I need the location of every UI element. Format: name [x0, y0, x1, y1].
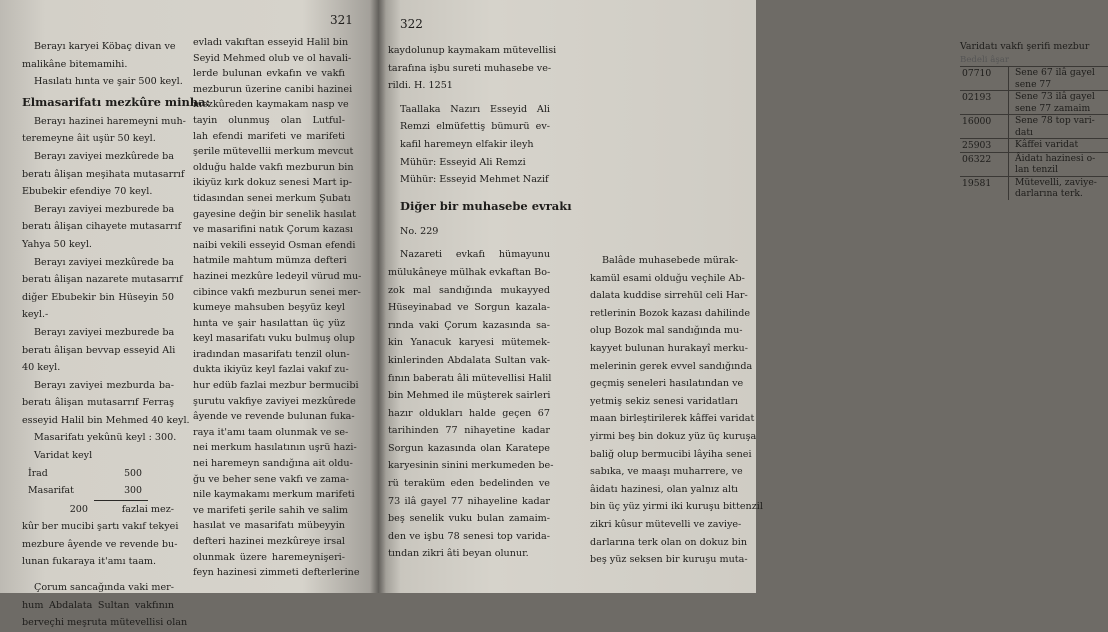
table-cell: [1009, 177, 1108, 200]
table-row: [960, 152, 1108, 176]
text-line: darlarına terk olan on dokuz bin: [590, 536, 748, 548]
text-line: defteri hazinei mezkûreye irsal: [193, 536, 345, 547]
text-line: kafil haremeyn elfakir ileyh: [400, 138, 534, 150]
text-line: beratı âlişan bevvap esseyid Ali: [22, 344, 176, 356]
text-line: esseyid Halil bin Mehmed 40 keyl.: [22, 414, 190, 426]
text-line: Remzi elmüfettiş bümurü ev-: [400, 121, 550, 133]
text-line: hasılat ve masarifatı mübeyyin: [193, 520, 345, 532]
text-line: lunan fukaraya it'amı taam.: [22, 556, 157, 568]
text-line: feyn hazinesi zimmeti defterlerine: [193, 567, 360, 579]
paragraph: [22, 377, 190, 430]
text-line: geçmiş seneleri hasılatından ve: [590, 378, 744, 390]
text-line: Ebubekir efendiye 70 keyl.: [22, 186, 153, 198]
right-column-2: [590, 252, 763, 569]
table-cell: [1009, 115, 1108, 138]
section-heading: Diğer bir muhasebe evrakı: [400, 198, 572, 213]
table-cell: [1009, 67, 1108, 90]
table-cell: [1009, 139, 1108, 152]
text-line: tayin olunmuş olan Lutful-: [193, 114, 345, 126]
right-column-1: [388, 42, 572, 563]
text-line: Sorgun kazasında olan Karatepe: [388, 442, 550, 454]
text-line: Taallaka Nazırı Esseyid Ali: [400, 103, 550, 115]
table-row: [22, 465, 148, 483]
table-row: [960, 90, 1108, 114]
budget-header: Varidat keyl: [34, 450, 93, 462]
text-line: yetmiş sekiz senesi varidatları: [590, 395, 738, 407]
text-line: ve marifeti şerile sahih ve salim: [193, 504, 349, 516]
paragraph: [22, 254, 183, 324]
text-line: olup Bozok mal sandığında mu-: [590, 325, 743, 337]
text-line: kayyet bulunan hurakayî merku-: [590, 342, 748, 354]
text-line: Berayı zaviyei mezburede ba: [34, 203, 175, 215]
text-line: fının baberatı âli mütevellisi Halil: [388, 372, 552, 384]
table-row: [960, 114, 1108, 138]
text-line: fazlai mez-: [121, 503, 174, 515]
text-line: naibi vekili esseyid Osman efendi: [193, 239, 356, 251]
text-line: Berayı hazinei haremeyni̇ muh-: [34, 115, 186, 127]
text-line: Balâde muhasebede mü̇rak-: [602, 255, 738, 266]
text-line: malikâne bitemamihi.: [22, 58, 128, 70]
text-line: hum Abdalata Sultan vakfının: [22, 599, 174, 611]
text-line: rında vaki Çorum kazasında sa-: [388, 319, 550, 331]
paragraph: [22, 113, 186, 148]
table-cell-line: Mütevelli, zaviye-: [1015, 176, 1097, 188]
text-line: lerde bulunan evkafın ve vakfı: [193, 68, 345, 80]
text-line: kamül esami olduğu veçhile Ab-: [590, 272, 745, 284]
text-line: lah efendi marifeti ve marifeti: [193, 130, 345, 142]
table-row: [960, 138, 1108, 152]
text-line: Çorum sancağında vaki mer-: [34, 582, 174, 594]
text-line: Berayı zaviyei mezburda ba-: [34, 379, 174, 391]
text-line: cibince vakfı mezburun senei mer-: [193, 286, 361, 298]
body-text: [388, 246, 554, 563]
table-cell: 300: [94, 482, 148, 500]
text-line: tından zikri âti beyan olunur.: [388, 548, 529, 560]
text-line: ikiyüz kırk dokuz senesi Mart ip-: [193, 177, 352, 189]
text-line: mülukâneye mülhak evkaftan Bo-: [388, 266, 551, 278]
text-line: beş yüz seksen bir kuruşu muta-: [590, 554, 748, 566]
table-cell: 07710: [960, 67, 1009, 90]
table-row: [22, 482, 148, 500]
text-line: âidatı hazinesi, olan yalnız altı: [590, 483, 738, 495]
table-rows: [960, 66, 1108, 200]
text-line: tarafına işbu sureti muhasebe ve-: [388, 62, 552, 74]
text-line: sabıka, ve maaşı muharrere, ve: [590, 466, 743, 478]
revenue-table: [960, 40, 1108, 200]
table-cell: 19581: [960, 177, 1009, 200]
text-line: zok mal sandığında mukayyed: [388, 284, 550, 296]
text-line: teremeyne âit uşür 50 keyl.: [22, 133, 156, 145]
table-cell-line: Âidatı hazinesi o-: [1015, 152, 1096, 164]
text-line: olunmak üzere haremeyni̇şeri-: [193, 551, 345, 563]
text-line: hazinei mezkûre ledeyil vürud mu-: [193, 270, 362, 282]
text-line: mezkûreden kaymakam nasp ve: [193, 99, 349, 111]
book-gutter: [370, 0, 386, 593]
text-line: Berayı zaviyei mezburede ba: [34, 326, 175, 338]
text-line: mezburun üzerine canibi hazinei: [193, 83, 353, 95]
table-cell: 500: [124, 467, 142, 479]
text-line: berveçhi meşruta mütevellisi olan: [22, 617, 188, 629]
page-number: 321: [330, 13, 353, 27]
text-line: gayesine değin bir senelik hasılat: [193, 208, 356, 220]
text-line: bin üç yüz yirmi iki kuruşu bittenzil: [590, 501, 763, 513]
text-line: evladı vakıftan esseyid Halil bin: [193, 37, 349, 48]
text-line: nile kaymakamı merkum marifeti: [193, 489, 355, 501]
text-line: beratı âlişan meşihata mutasarrıf: [22, 168, 185, 180]
table-cell: 02193: [960, 91, 1009, 114]
table-cell-line: Kâffei varidat: [1015, 139, 1079, 150]
table-cell: 06322: [960, 153, 1009, 176]
text-line: Yahya 50 keyl.: [22, 238, 92, 250]
page-number: 322: [400, 17, 423, 31]
text-line: rü teraküm eden bedelinden ve: [388, 478, 550, 490]
remainder-row: [22, 501, 174, 519]
text-line: kumeye mahsuben beşyüz keyl: [193, 302, 345, 314]
paragraph: [22, 324, 174, 377]
text-line: Berayı karyei Köbaç divan ve: [34, 41, 176, 52]
text-line: hur edüb fazlai mezbur bermucibi: [193, 380, 359, 392]
text-line: ve masarifini natık Çorum kazası: [193, 224, 353, 236]
text-line: kin Yanacuk karyesi mütemek-: [388, 337, 550, 349]
left-page: [0, 0, 378, 629]
text-line: diğer Ebubekir bin Hüseyin 50: [22, 291, 174, 303]
text-line: 73 ilâ gayel 77 nihayeline kadar: [388, 495, 550, 507]
text-line: şurutu vakfiye zaviyei mezkûrede: [193, 395, 356, 407]
document-number: No. 229: [400, 225, 439, 237]
table-cell: [1009, 91, 1108, 114]
text-line: Berayı zaviyei mezkûrede ba: [34, 150, 174, 162]
text-line: kaydolunup kaymakam mütevellisi: [388, 45, 557, 56]
table-cell-line: Sene 67 ilâ gayel: [1015, 67, 1095, 78]
table-title: Varidatı vakfı şerifi mezbur: [960, 41, 1090, 52]
text-line: âyende ve revende bulunan fuka-: [193, 411, 355, 423]
text-line: rildi. H. 1251: [388, 80, 453, 92]
text-line: karyesinin sinini merkumeden be-: [388, 460, 554, 472]
table-row: [960, 66, 1108, 90]
text-line: kûr ber mucibi şartı vakıf tekyei: [22, 521, 179, 533]
table-cell-line: Sene 73 ilâ gayel: [1015, 91, 1095, 102]
table-cell-line: darlarına terk.: [1015, 188, 1083, 199]
table-cell-line: lan tenzil: [1015, 164, 1059, 175]
text-line: keyl.-: [22, 309, 49, 321]
text-line: şerile mütevellii merkum mevcut: [193, 146, 354, 158]
right-page: [378, 0, 1097, 593]
text-line: kinlerinden Abdalata Sultan vak-: [388, 354, 550, 366]
text-line: zikri kûsur mütevelli ve zaviye-: [590, 518, 742, 530]
table-cell: 25903: [960, 139, 1009, 152]
text-line: bin Mehmed ile müşterek sairleri: [388, 390, 551, 402]
table-row: [960, 176, 1108, 200]
text-line: yirmi beş bin dokuz yüz üç kuruşa: [590, 430, 757, 442]
text-line: nei merkum hasılatının uşrü hazi-: [193, 442, 357, 454]
text-line: hatmile mahtum mümza defteri: [193, 255, 347, 267]
section-heading: Elmasarifatı mezkûre minha:: [22, 94, 210, 109]
remaining-amount: 200: [69, 503, 88, 515]
text-line: nei haremeyn sandığına ait oldu-: [193, 458, 353, 470]
text-line: Hasılatı hınta ve şair 500 keyl.: [34, 76, 183, 88]
text-line: beratı âlişan mutasarrıf Ferraş: [22, 397, 174, 409]
masarifat-total: Masarifatı yekûnü keyl : 300.: [34, 432, 177, 444]
paragraph: [22, 201, 182, 254]
table-cell-line: datı: [1015, 126, 1033, 138]
text-line: keyl masarifatı vuku bulmuş olup: [193, 333, 355, 345]
text-line: baliğ olup bermucibi lâyiha senei: [590, 448, 752, 460]
text-line: iradından masarifatı tenzil olun-: [193, 348, 350, 360]
budget-table: [22, 465, 148, 501]
table-cell: İrad: [28, 467, 48, 479]
text-line: raya it'amı taam olunmak ve se-: [193, 426, 349, 438]
text-line: 40 keyl.: [22, 362, 61, 374]
text-line: olduğu halde vakfı mezburun bin: [193, 161, 354, 173]
text-line: beratı âlişan nazarete mutasarrıf: [22, 274, 183, 286]
text-line: Hüseyinabad ve Sorgun kazala-: [388, 302, 550, 314]
text-line: den ve işbu 78 senesi top varida-: [388, 530, 550, 542]
table-cell-line: Sene 78 top vari-: [1015, 115, 1095, 126]
left-column-2: [193, 35, 362, 581]
text-line: tidasından senei merkum Şubatı: [193, 192, 351, 204]
table-cell: 16000: [960, 115, 1009, 138]
text-line: Nazareti evkafı hümayunu: [400, 249, 550, 261]
text-line: beş senelik vuku bulan zamaim-: [388, 513, 550, 525]
left-column-1: [22, 38, 210, 632]
text-line: dalata kuddise sirrehül celi Har-: [590, 290, 748, 302]
seal-line: Mühür: Esseyid Ali Remzi: [400, 156, 526, 168]
text-line: Seyid Mehmed olub ve ol havali-: [193, 52, 352, 64]
text-line: dukta ikiyüz keyl fazlai vakıf zu-: [193, 364, 349, 376]
text-line: melerinin gerek evvel sandığında: [590, 360, 753, 372]
text-line: maan birleştirilerek kâffei varidat: [590, 413, 755, 425]
text-line: mezbure âyende ve revende bu-: [22, 538, 178, 550]
text-line: tarihinden 77 nihayetine kadar: [388, 425, 550, 437]
table-cell-line: sene 77 zamaim: [1015, 102, 1091, 114]
text-line: beratı âlişan cihayete mutasarrıf: [22, 221, 182, 233]
text-line: ğu ve beher sene vakfı ve zama-: [193, 473, 349, 485]
seal-line: Mühür: Esseyid Mehmet Nazif: [400, 174, 549, 186]
text-line: hınta ve şair hasılattan üç yüz: [193, 317, 345, 329]
table-cell: Masarifat: [28, 485, 74, 497]
paragraph: [22, 148, 185, 201]
table-cell: [1009, 153, 1108, 176]
text-line: hazır oldukları halde geçen 67: [388, 407, 550, 419]
text-line: retlerinin Bozok kazası dahilinde: [590, 307, 751, 319]
table-subtitle: Bedeli âşar: [960, 55, 1009, 65]
table-cell-line: sene 77: [1015, 78, 1052, 90]
text-line: Berayı zaviyei mezkûrede ba: [34, 256, 174, 268]
